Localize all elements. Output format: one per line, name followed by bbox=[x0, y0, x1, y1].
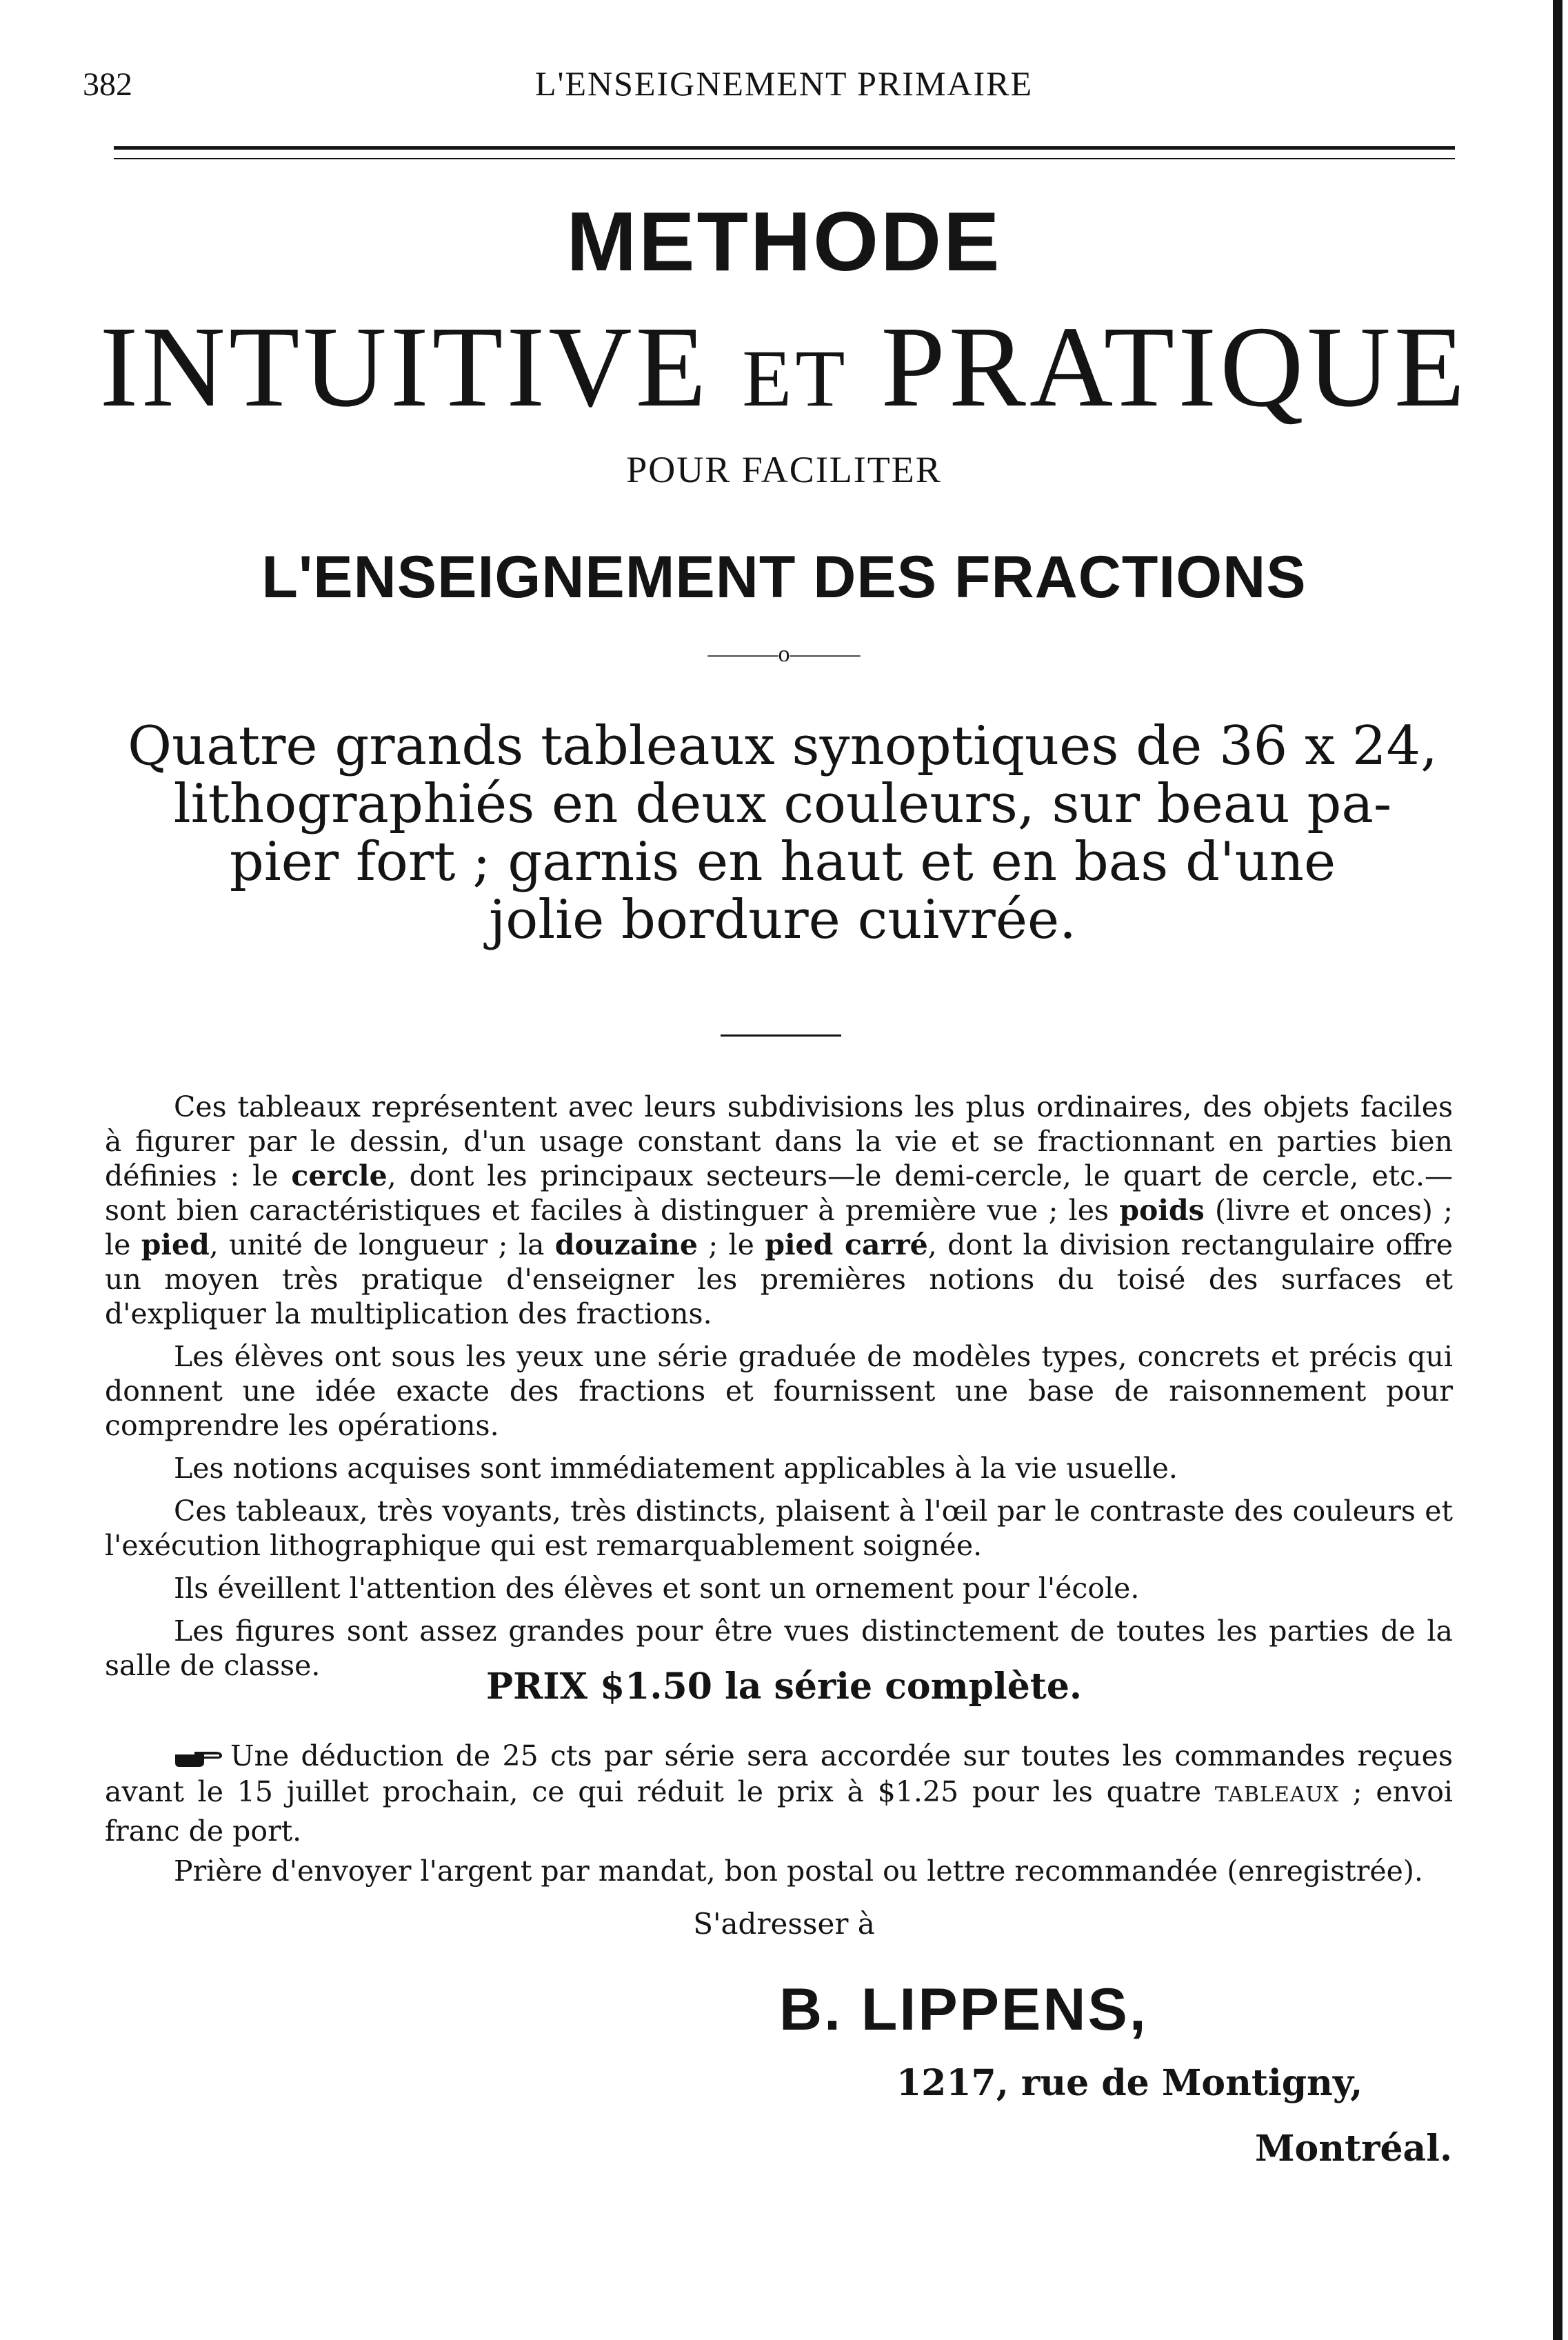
page-number: 382 bbox=[83, 66, 132, 103]
body-paragraph-1: Ces tableaux représentent avec leurs subdivisions les plus ordinaires, des objets faciles à figurer par le dessin, d'un usage constant dans la vie et se fractionnant en parties bien définies : le cercle, dont les principaux secteurs—le demi-cercle, le quart de cercle, etc.—sont bien caractéristiques et faciles à distinguer à première vue ; les poids (livre et onces) ; le pied, unité de longueur ; la douzaine ; le pied carré, dont la division rectangulaire offre un moyen très pratique d'enseigner les premières notions du toisé des surfaces et d'expliquer la multiplication des fractions. bbox=[105, 1090, 1453, 1330]
title-methode: METHODE bbox=[566, 194, 1002, 288]
pointing-hand-icon bbox=[174, 1749, 223, 1768]
title-pour-faciliter: POUR FACILITER bbox=[626, 449, 942, 490]
term-cercle: cercle bbox=[291, 1159, 388, 1192]
title-et: ET bbox=[742, 333, 849, 423]
sender-street: 1217, rue de Montigny, bbox=[896, 2062, 1363, 2104]
body-paragraph-4: Ces tableaux, très voyants, très distincts, plaisent à l'œil par le contraste des couleurs et l'exécution lithographique qui est remarquablement soignée. bbox=[105, 1494, 1453, 1562]
sender-city: Montréal. bbox=[1255, 2128, 1453, 2170]
lead-line: jolie bordure cuivrée. bbox=[489, 889, 1076, 951]
lead-line: Quatre grands tableaux synoptiques de 36 x 24, bbox=[128, 715, 1438, 777]
title-enseignement-fractions: L'ENSEIGNEMENT DES FRACTIONS bbox=[261, 544, 1307, 610]
sender-name: B. LIPPENS, bbox=[779, 1977, 1148, 2043]
term-douzaine: douzaine bbox=[554, 1228, 698, 1261]
term-poids: poids bbox=[1119, 1194, 1205, 1227]
section-rule bbox=[721, 1034, 841, 1037]
lead-line: pier fort ; garnis en haut et en bas d'une bbox=[229, 831, 1336, 893]
note-discount: Une déduction de 25 cts par série sera accordée sur toutes les commandes reçues avant le 15 juillet prochain, ce qui réduit le prix à $1.25 pour les quatre TABLEAUX ; envoi franc de port. bbox=[105, 1739, 1453, 1848]
body-paragraph-5: Ils éveillent l'attention des élèves et sont un ornement pour l'école. bbox=[174, 1572, 1140, 1605]
title-intuitive-et-pratique bbox=[0, 303, 1568, 431]
lead-line: lithographiés en deux couleurs, sur beau pa- bbox=[173, 773, 1392, 835]
header-rule-thick bbox=[114, 146, 1455, 150]
title-intuitive: INTUITIVE bbox=[99, 303, 710, 431]
notes bbox=[105, 1738, 1453, 1893]
ornament-divider: ———o——— bbox=[707, 641, 861, 667]
term-pied-carre: pied carré bbox=[765, 1228, 928, 1261]
body-paragraph-6: Les figures sont assez grandes pour être vues distinctement de toutes les parties de la salle de classe. bbox=[105, 1614, 1453, 1682]
term-pied: pied bbox=[141, 1228, 210, 1261]
body-paragraph-2: Les élèves ont sous les yeux une série graduée de modèles types, concrets et précis qui donnent une idée exacte des fractions et fournissent une base de raisonnement pour comprendre les opérations. bbox=[105, 1340, 1453, 1442]
price-line: PRIX $1.50 la série complète. bbox=[485, 1666, 1083, 1708]
address-intro: S'adresser à bbox=[693, 1907, 875, 1941]
running-head: L'ENSEIGNEMENT PRIMAIRE bbox=[534, 64, 1034, 103]
title-pratique: PRATIQUE bbox=[881, 303, 1469, 431]
body-text bbox=[105, 1090, 1453, 1691]
lead-paragraph bbox=[124, 717, 1441, 949]
note-payment: Prière d'envoyer l'argent par mandat, bon postal ou lettre recommandée (enregistrée). bbox=[174, 1854, 1423, 1888]
header-rule-thin bbox=[114, 158, 1455, 159]
body-paragraph-3: Les notions acquises sont immédiatement applicables à la vie usuelle. bbox=[174, 1452, 1178, 1485]
term-tableaux: TABLEAUX bbox=[1214, 1783, 1340, 1807]
